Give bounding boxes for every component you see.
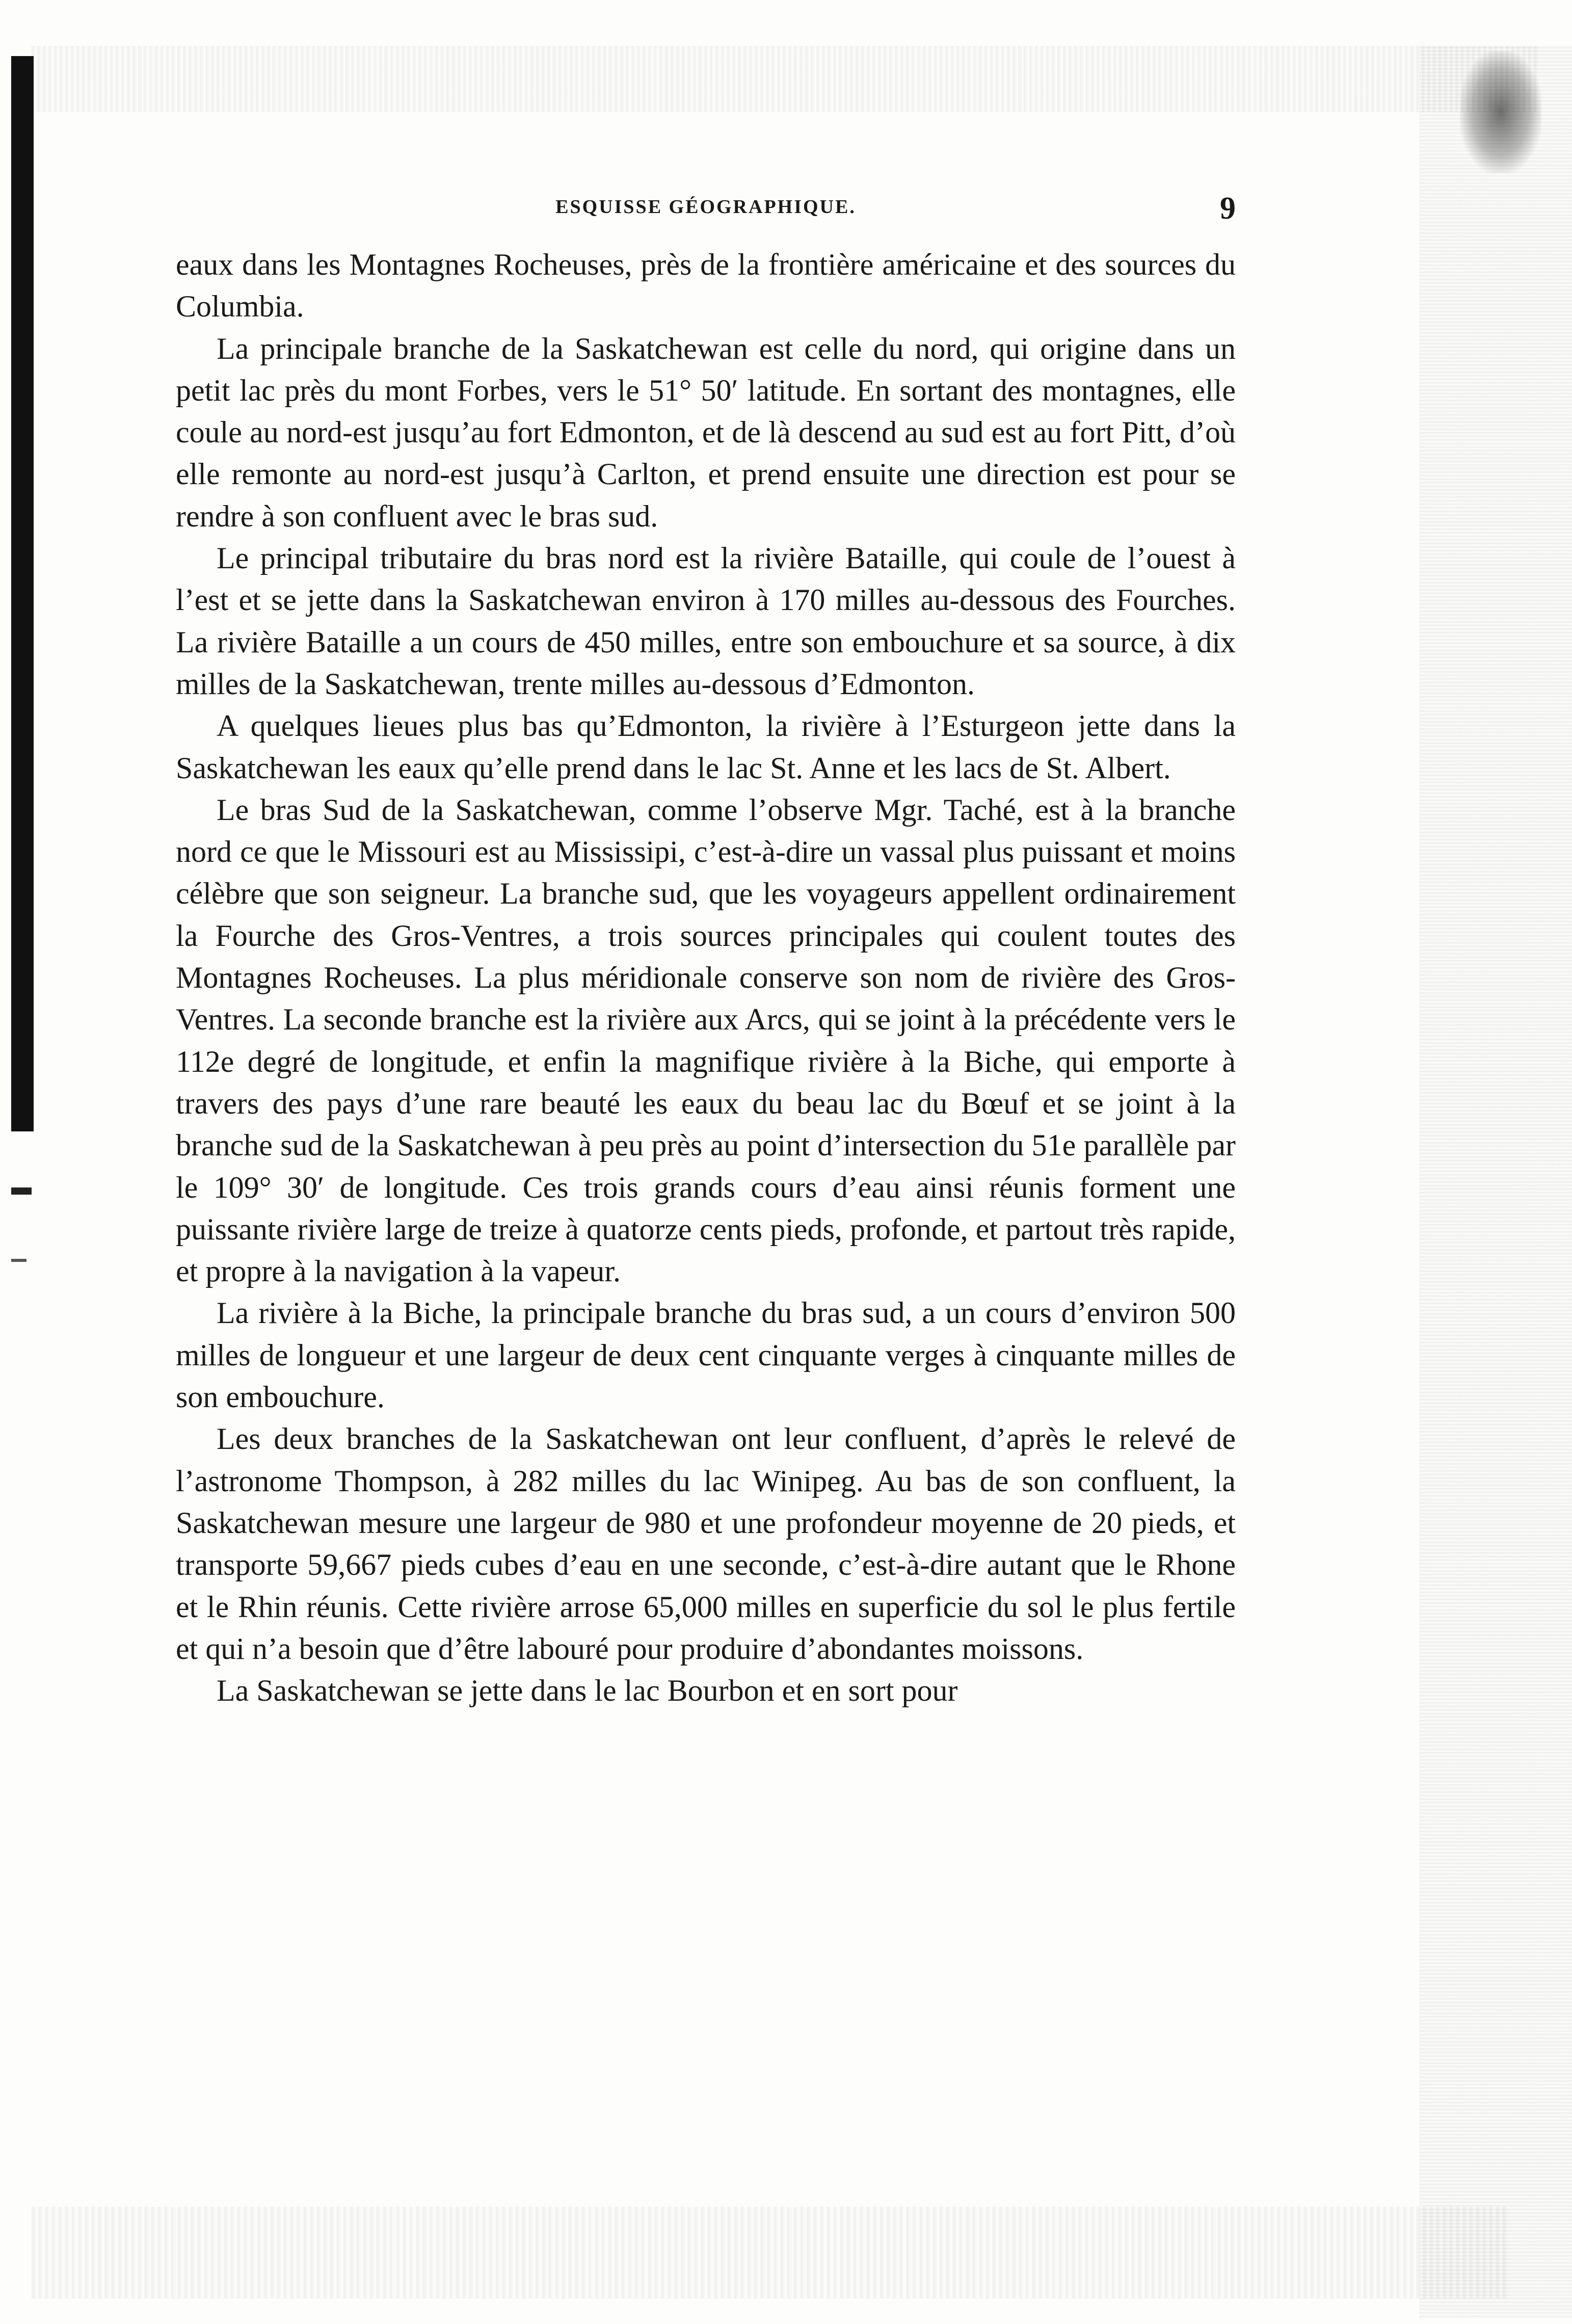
scan-noise-bottom [31,2207,1508,2299]
page-header [176,193,1236,228]
scan-mark [11,1187,32,1195]
paragraph: La rivière à la Biche, la principale branche du bras sud, a un cours d’environ 500 milles de longueur et une largeur de deux cent cinquante verges à cinquante milles de son embouchure. [176,1296,1236,1414]
paragraph: La Saskatchewan se jette dans le lac Bourbon et en sort pour [217,1674,958,1708]
paragraph: La principale branche de la Saskatchewan est celle du nord, qui origine dans un petit lac près du mont Forbes, vers le 51° 50′ latitude. En sortant des montagnes, elle coule au nord-est jusqu’au fort Edmonton, et de là descend au sud est au fort Pitt, d’où elle remonte au nord-est jusqu’à Carlton, et prend ensuite une direction est pour se rendre à son confluent avec le bras sud. [176,331,1236,533]
scan-binding-edge [11,56,34,1131]
paragraph: Le principal tributaire du bras nord est la rivière Bataille, qui coule de l’ouest à l’est et se jette dans la Saskatchewan environ à 170 milles au-dessous des Fourches. La rivière Bataille a un cours de 450 milles, entre son embouchure et sa source, à dix milles de la Saskatchewan, trente milles au-dessous d’Edmonton. [176,541,1236,701]
running-head: ESQUISSE GÉOGRAPHIQUE. [555,196,856,218]
paragraph: Le bras Sud de la Saskatchewan, comme l’observe Mgr. Taché, est à la branche nord ce que le Missouri est au Mississipi, c’est-à-dire un vassal plus puissant et moins célèbre que son seigneur. La branche sud, que les voyageurs appellent ordinairement la Fourche des Gros-Ventres, a trois sources principales qui coulent toutes des Montagnes Rocheuses. La plus méridionale conserve son nom de rivière des Gros-Ventres. La seconde branche est la rivière aux Arcs, qui se joint à la précédente vers le 112e degré de longitude, et enfin la magnifique rivière à la Biche, qui emporte à travers des pays d’une rare beauté les eaux du beau lac du Bœuf et se joint à la branche sud de la Saskatchewan à peu près au point d’intersection du 51e parallèle par le 109° 30′ de longitude. Ces trois grands cours d’eau ainsi réunis forment une puissante rivière large de treize à quatorze cents pieds, profonde, et partout très rapide, et propre à la navigation à la vapeur. [176,793,1236,1288]
scan-blot [1460,51,1541,173]
scan-noise-right [1419,46,1572,2319]
paragraph: eaux dans les Montagnes Rocheuses, près de la frontière américaine et des sources du Columbia. [176,248,1236,324]
paragraph: A quelques lieues plus bas qu’Edmonton, la rivière à l’Esturgeon jette dans la Saskatchewan les eaux qu’elle prend dans le lac St. Anne et les lacs de St. Albert. [176,709,1236,785]
scan-mark [11,1259,26,1262]
page-number: 9 [1220,191,1236,226]
scan-noise-top [31,46,1539,112]
paragraph: Les deux branches de la Saskatchewan ont leur confluent, d’après le relevé de l’astronome Thompson, à 282 milles du lac Winipeg. Au bas de son confluent, la Saskatchewan mesure une largeur de 980 et une profondeur moyenne de 20 pieds, et transporte 59,667 pieds cubes d’eau en une seconde, c’est-à-dire autant que le Rhone et le Rhin réunis. Cette rivière arrose 65,000 milles en superficie du sol le plus fertile et qui n’a besoin que d’être labouré pour produire d’abondantes moissons. [176,1422,1236,1666]
body-text [176,244,1236,1711]
